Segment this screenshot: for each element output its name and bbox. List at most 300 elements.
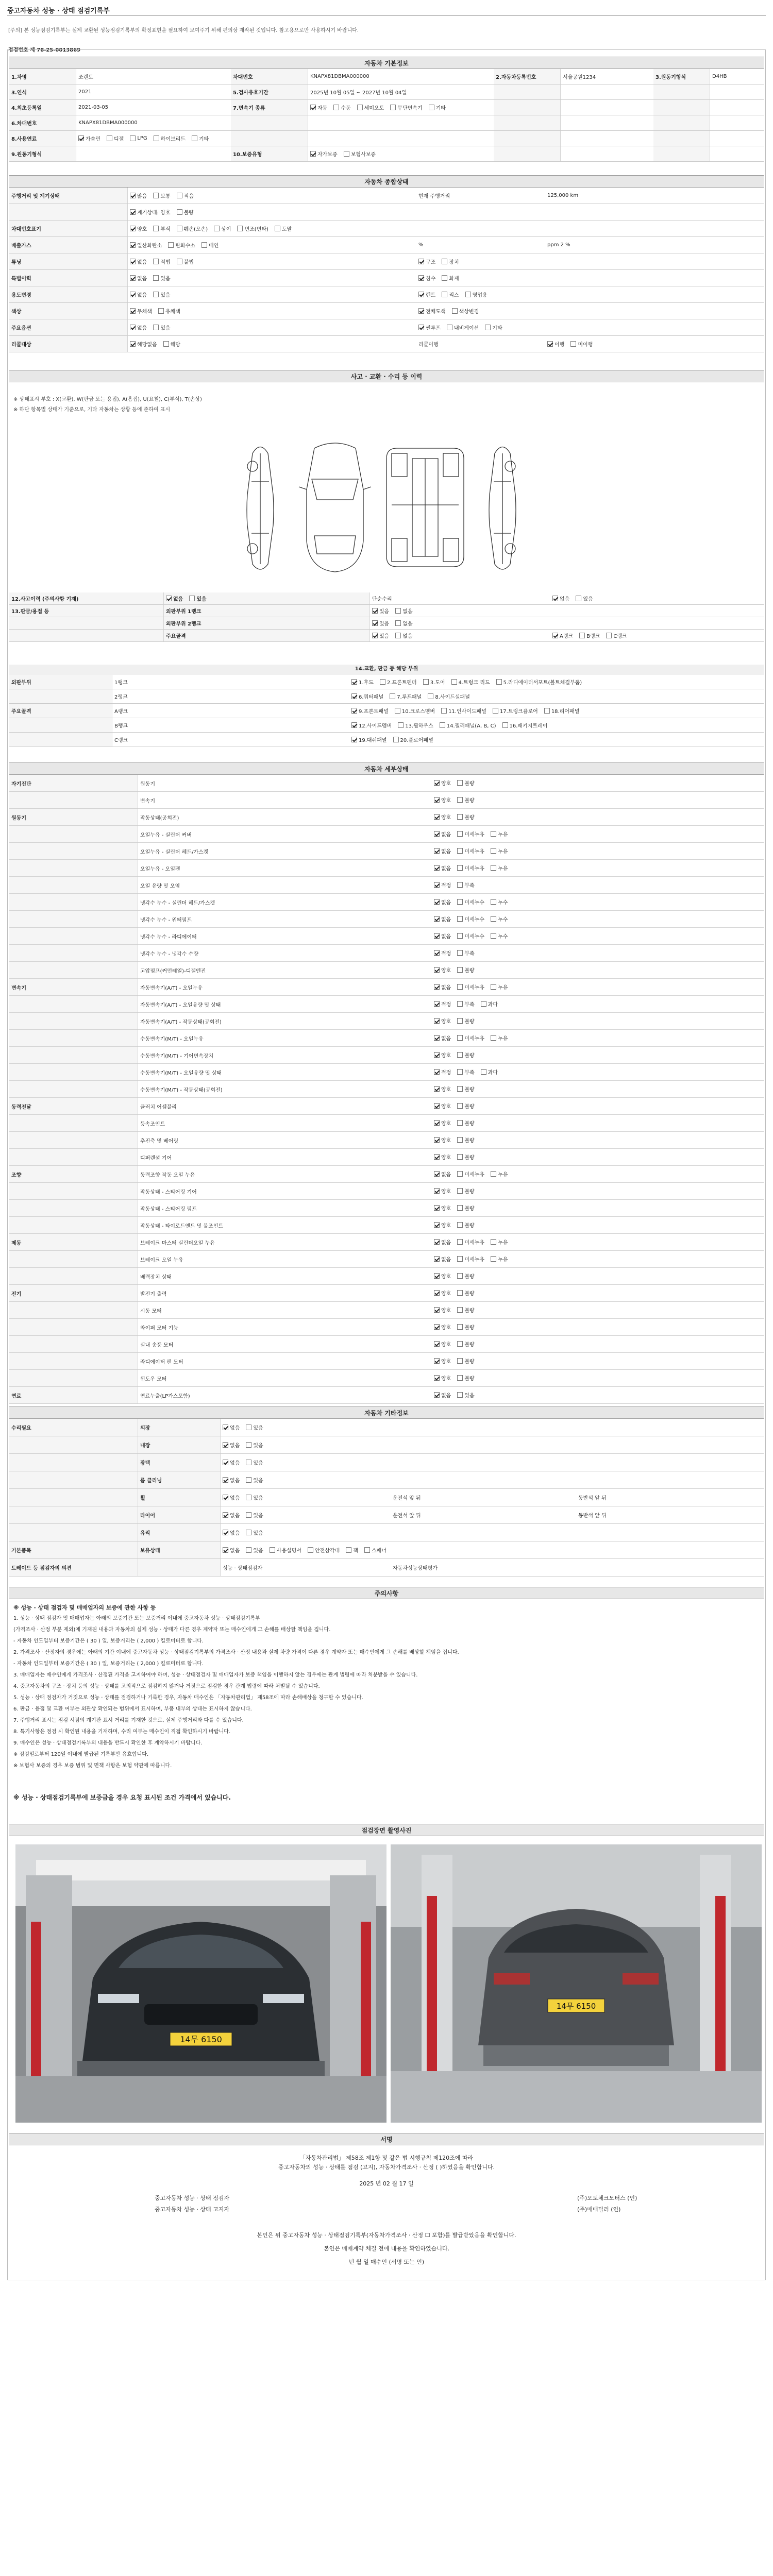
checkbox[interactable]: [223, 1495, 228, 1500]
option[interactable]: [552, 595, 569, 602]
option[interactable]: [457, 1306, 474, 1314]
option[interactable]: [237, 225, 268, 232]
checkbox[interactable]: [434, 797, 440, 803]
checkbox[interactable]: [130, 308, 136, 314]
option[interactable]: [246, 1441, 263, 1449]
checkbox[interactable]: [434, 1273, 440, 1279]
checkbox[interactable]: [434, 1375, 440, 1381]
option[interactable]: [485, 324, 502, 331]
option[interactable]: [107, 134, 124, 142]
checkbox[interactable]: [442, 292, 447, 297]
option[interactable]: [440, 721, 496, 729]
option[interactable]: [576, 595, 593, 602]
checkbox[interactable]: [246, 1460, 251, 1465]
checkbox[interactable]: [434, 865, 440, 871]
option[interactable]: [418, 258, 435, 265]
checkbox[interactable]: [158, 308, 164, 314]
checkbox[interactable]: [351, 693, 357, 699]
option[interactable]: [496, 678, 582, 686]
checkbox[interactable]: [177, 226, 182, 231]
checkbox[interactable]: [237, 226, 243, 231]
option[interactable]: [434, 949, 451, 957]
checkbox[interactable]: [434, 1307, 440, 1313]
option[interactable]: [223, 1441, 240, 1449]
checkbox[interactable]: [246, 1425, 251, 1430]
option[interactable]: [434, 1340, 451, 1348]
checkbox[interactable]: [395, 620, 401, 626]
checkbox[interactable]: [502, 722, 508, 728]
checkbox[interactable]: [130, 292, 136, 297]
option[interactable]: [434, 1000, 451, 1008]
option[interactable]: [380, 678, 417, 686]
option[interactable]: [457, 1017, 474, 1025]
checkbox[interactable]: [390, 105, 396, 110]
checkbox[interactable]: [434, 967, 440, 973]
option[interactable]: [457, 1170, 484, 1178]
checkbox[interactable]: [457, 1239, 463, 1245]
checkbox[interactable]: [223, 1512, 228, 1518]
checkbox[interactable]: [457, 1103, 463, 1109]
checkbox[interactable]: [351, 722, 357, 728]
option[interactable]: [246, 1529, 263, 1536]
option[interactable]: [481, 1000, 498, 1008]
checkbox[interactable]: [168, 242, 174, 248]
option[interactable]: [351, 692, 383, 700]
checkbox[interactable]: [491, 1171, 496, 1177]
option[interactable]: [418, 324, 441, 331]
option[interactable]: [154, 134, 186, 142]
option[interactable]: [457, 1255, 484, 1263]
checkbox[interactable]: [552, 633, 558, 638]
option[interactable]: [130, 208, 171, 216]
checkbox[interactable]: [457, 882, 463, 888]
option[interactable]: [491, 983, 508, 991]
checkbox[interactable]: [163, 341, 169, 347]
checkbox[interactable]: [457, 899, 463, 905]
option[interactable]: [434, 881, 451, 889]
checkbox[interactable]: [372, 620, 378, 626]
checkbox[interactable]: [491, 1239, 496, 1245]
option[interactable]: [434, 1051, 451, 1059]
option[interactable]: [457, 1119, 474, 1127]
option[interactable]: [457, 1068, 474, 1076]
option[interactable]: [434, 1238, 451, 1246]
checkbox[interactable]: [177, 209, 182, 215]
option[interactable]: [434, 796, 451, 804]
checkbox[interactable]: [457, 1205, 463, 1211]
option[interactable]: [457, 1051, 474, 1059]
checkbox[interactable]: [447, 325, 452, 330]
option[interactable]: [372, 619, 389, 627]
checkbox[interactable]: [457, 1086, 463, 1092]
option[interactable]: [158, 307, 180, 315]
option[interactable]: [434, 813, 451, 821]
checkbox[interactable]: [434, 1205, 440, 1211]
option[interactable]: [434, 1357, 451, 1365]
checkbox[interactable]: [372, 633, 378, 638]
option[interactable]: [214, 225, 231, 232]
option[interactable]: [153, 274, 170, 282]
option[interactable]: [434, 1221, 451, 1229]
checkbox[interactable]: [130, 242, 136, 248]
checkbox[interactable]: [457, 1035, 463, 1041]
option[interactable]: [351, 721, 392, 729]
checkbox[interactable]: [130, 259, 136, 264]
checkbox[interactable]: [130, 341, 136, 347]
checkbox[interactable]: [457, 1069, 463, 1075]
checkbox[interactable]: [418, 325, 424, 330]
checkbox[interactable]: [177, 259, 182, 264]
checkbox[interactable]: [351, 708, 357, 714]
option[interactable]: [153, 324, 170, 331]
checkbox[interactable]: [418, 275, 424, 281]
option[interactable]: [491, 932, 508, 940]
checkbox[interactable]: [434, 1256, 440, 1262]
option[interactable]: [457, 1153, 474, 1161]
option[interactable]: [153, 192, 170, 199]
option[interactable]: [491, 898, 508, 906]
checkbox[interactable]: [606, 633, 612, 638]
checkbox[interactable]: [491, 1256, 496, 1262]
option[interactable]: [434, 1391, 451, 1399]
checkbox[interactable]: [428, 693, 433, 699]
option[interactable]: [434, 1085, 451, 1093]
option[interactable]: [457, 796, 474, 804]
option[interactable]: [457, 779, 474, 787]
checkbox[interactable]: [457, 865, 463, 871]
option[interactable]: [570, 340, 593, 348]
option[interactable]: [357, 104, 384, 111]
option[interactable]: [223, 1423, 240, 1431]
option[interactable]: [493, 707, 538, 715]
option[interactable]: [434, 1255, 451, 1263]
checkbox[interactable]: [434, 1341, 440, 1347]
checkbox[interactable]: [214, 226, 220, 231]
checkbox[interactable]: [457, 1018, 463, 1024]
checkbox[interactable]: [275, 226, 280, 231]
checkbox[interactable]: [429, 105, 434, 110]
option[interactable]: [434, 1102, 451, 1110]
option[interactable]: [395, 607, 412, 615]
option[interactable]: [457, 830, 484, 838]
checkbox[interactable]: [223, 1477, 228, 1483]
checkbox[interactable]: [153, 259, 159, 264]
option[interactable]: [364, 1546, 386, 1554]
checkbox[interactable]: [457, 797, 463, 803]
checkbox[interactable]: [442, 259, 447, 264]
option[interactable]: [491, 1034, 508, 1042]
option[interactable]: [442, 291, 459, 298]
option[interactable]: [189, 595, 206, 602]
option[interactable]: [130, 192, 147, 199]
option[interactable]: [434, 1204, 451, 1212]
option[interactable]: [552, 632, 573, 639]
option[interactable]: [166, 595, 183, 602]
checkbox[interactable]: [457, 1324, 463, 1330]
checkbox[interactable]: [434, 848, 440, 854]
checkbox[interactable]: [395, 633, 401, 638]
checkbox[interactable]: [351, 737, 357, 742]
option[interactable]: [130, 274, 147, 282]
checkbox[interactable]: [177, 193, 182, 198]
checkbox[interactable]: [308, 1547, 313, 1553]
checkbox[interactable]: [107, 135, 112, 141]
checkbox[interactable]: [153, 193, 159, 198]
checkbox[interactable]: [457, 933, 463, 939]
checkbox[interactable]: [457, 1120, 463, 1126]
option[interactable]: [491, 1170, 508, 1178]
checkbox[interactable]: [457, 814, 463, 820]
checkbox[interactable]: [451, 679, 457, 685]
checkbox[interactable]: [457, 1392, 463, 1398]
option[interactable]: [457, 983, 484, 991]
option[interactable]: [223, 1546, 240, 1554]
checkbox[interactable]: [457, 967, 463, 973]
checkbox[interactable]: [465, 292, 471, 297]
option[interactable]: [393, 736, 433, 743]
checkbox[interactable]: [346, 1547, 351, 1553]
option[interactable]: [434, 864, 451, 872]
option[interactable]: [153, 258, 170, 265]
option[interactable]: [423, 678, 445, 686]
option[interactable]: [246, 1546, 263, 1554]
option[interactable]: [457, 1357, 474, 1365]
option[interactable]: [457, 813, 474, 821]
checkbox[interactable]: [380, 679, 385, 685]
option[interactable]: [451, 678, 490, 686]
option[interactable]: [434, 779, 451, 787]
checkbox[interactable]: [393, 737, 399, 742]
option[interactable]: [177, 192, 194, 199]
checkbox[interactable]: [457, 1222, 463, 1228]
checkbox[interactable]: [434, 1018, 440, 1024]
checkbox[interactable]: [434, 1222, 440, 1228]
checkbox[interactable]: [201, 242, 207, 248]
option[interactable]: [351, 707, 389, 715]
option[interactable]: [310, 150, 338, 158]
option[interactable]: [395, 707, 435, 715]
option[interactable]: [177, 258, 194, 265]
checkbox[interactable]: [423, 679, 429, 685]
checkbox[interactable]: [491, 865, 496, 871]
checkbox[interactable]: [434, 1137, 440, 1143]
option[interactable]: [452, 307, 479, 315]
option[interactable]: [153, 291, 170, 298]
option[interactable]: [457, 1323, 474, 1331]
option[interactable]: [457, 915, 484, 923]
option[interactable]: [372, 632, 389, 639]
checkbox[interactable]: [364, 1547, 370, 1553]
checkbox[interactable]: [544, 708, 550, 714]
option[interactable]: [434, 983, 451, 991]
checkbox[interactable]: [457, 831, 463, 837]
option[interactable]: [246, 1511, 263, 1519]
option[interactable]: [457, 949, 474, 957]
checkbox[interactable]: [434, 916, 440, 922]
option[interactable]: [457, 1000, 474, 1008]
checkbox[interactable]: [310, 151, 316, 157]
option[interactable]: [223, 1529, 240, 1536]
option[interactable]: [168, 241, 195, 249]
option[interactable]: [442, 258, 459, 265]
checkbox[interactable]: [153, 325, 159, 330]
option[interactable]: [491, 847, 508, 855]
checkbox[interactable]: [457, 1273, 463, 1279]
option[interactable]: [346, 1546, 358, 1554]
option[interactable]: [457, 1289, 474, 1297]
option[interactable]: [457, 1085, 474, 1093]
checkbox[interactable]: [223, 1442, 228, 1448]
option[interactable]: [390, 104, 422, 111]
checkbox[interactable]: [434, 1154, 440, 1160]
option[interactable]: [130, 291, 147, 298]
checkbox[interactable]: [344, 151, 349, 157]
checkbox[interactable]: [491, 1035, 496, 1041]
option[interactable]: [246, 1494, 263, 1501]
option[interactable]: [428, 692, 470, 700]
option[interactable]: [434, 1170, 451, 1178]
option[interactable]: [457, 898, 484, 906]
checkbox[interactable]: [491, 899, 496, 905]
checkbox[interactable]: [223, 1547, 228, 1553]
checkbox[interactable]: [441, 708, 447, 714]
checkbox[interactable]: [333, 105, 339, 110]
checkbox[interactable]: [130, 209, 136, 215]
checkbox[interactable]: [491, 916, 496, 922]
checkbox[interactable]: [457, 1307, 463, 1313]
checkbox[interactable]: [457, 1290, 463, 1296]
option[interactable]: [457, 1102, 474, 1110]
option[interactable]: [192, 134, 209, 142]
checkbox[interactable]: [192, 135, 197, 141]
checkbox[interactable]: [442, 275, 447, 281]
option[interactable]: [491, 1255, 508, 1263]
checkbox[interactable]: [130, 135, 136, 141]
checkbox[interactable]: [395, 708, 400, 714]
option[interactable]: [434, 1068, 451, 1076]
checkbox[interactable]: [434, 1086, 440, 1092]
option[interactable]: [434, 1272, 451, 1280]
checkbox[interactable]: [457, 1375, 463, 1381]
option[interactable]: [395, 632, 412, 639]
option[interactable]: [246, 1459, 263, 1466]
checkbox[interactable]: [491, 848, 496, 854]
checkbox[interactable]: [78, 135, 84, 141]
option[interactable]: [429, 104, 446, 111]
option[interactable]: [491, 864, 508, 872]
checkbox[interactable]: [457, 1256, 463, 1262]
checkbox[interactable]: [418, 259, 424, 264]
option[interactable]: [130, 324, 147, 331]
checkbox[interactable]: [154, 135, 159, 141]
option[interactable]: [457, 1034, 484, 1042]
checkbox[interactable]: [434, 984, 440, 990]
option[interactable]: [223, 1476, 240, 1484]
checkbox[interactable]: [457, 1001, 463, 1007]
option[interactable]: [457, 1272, 474, 1280]
checkbox[interactable]: [493, 708, 498, 714]
option[interactable]: [481, 1068, 498, 1076]
option[interactable]: [491, 1238, 508, 1246]
option[interactable]: [457, 1136, 474, 1144]
option[interactable]: [223, 1494, 240, 1501]
option[interactable]: [434, 1323, 451, 1331]
checkbox[interactable]: [166, 596, 172, 601]
checkbox[interactable]: [434, 1392, 440, 1398]
checkbox[interactable]: [246, 1547, 251, 1553]
option[interactable]: [457, 1187, 474, 1195]
checkbox[interactable]: [491, 831, 496, 837]
checkbox[interactable]: [434, 1171, 440, 1177]
option[interactable]: [457, 864, 484, 872]
checkbox[interactable]: [434, 933, 440, 939]
option[interactable]: [457, 932, 484, 940]
option[interactable]: [457, 1391, 474, 1399]
checkbox[interactable]: [452, 308, 458, 314]
checkbox[interactable]: [457, 1341, 463, 1347]
checkbox[interactable]: [398, 722, 404, 728]
option[interactable]: [434, 1289, 451, 1297]
option[interactable]: [434, 1306, 451, 1314]
option[interactable]: [223, 1511, 240, 1519]
checkbox[interactable]: [434, 882, 440, 888]
checkbox[interactable]: [418, 292, 424, 297]
checkbox[interactable]: [440, 722, 445, 728]
checkbox[interactable]: [246, 1442, 251, 1448]
option[interactable]: [223, 1459, 240, 1466]
option[interactable]: [177, 225, 208, 232]
option[interactable]: [457, 1204, 474, 1212]
option[interactable]: [579, 632, 600, 639]
option[interactable]: [434, 966, 451, 974]
option[interactable]: [434, 1153, 451, 1161]
checkbox[interactable]: [130, 193, 136, 198]
option[interactable]: [434, 1187, 451, 1195]
option[interactable]: [398, 721, 433, 729]
checkbox[interactable]: [491, 933, 496, 939]
option[interactable]: [434, 915, 451, 923]
option[interactable]: [491, 915, 508, 923]
option[interactable]: [78, 134, 100, 142]
checkbox[interactable]: [246, 1530, 251, 1535]
option[interactable]: [457, 881, 474, 889]
checkbox[interactable]: [481, 1069, 486, 1075]
option[interactable]: [491, 830, 508, 838]
checkbox[interactable]: [153, 275, 159, 281]
checkbox[interactable]: [434, 1035, 440, 1041]
checkbox[interactable]: [457, 1188, 463, 1194]
checkbox[interactable]: [223, 1530, 228, 1535]
option[interactable]: [395, 619, 412, 627]
option[interactable]: [434, 1034, 451, 1042]
option[interactable]: [457, 966, 474, 974]
checkbox[interactable]: [246, 1495, 251, 1500]
option[interactable]: [418, 291, 435, 298]
checkbox[interactable]: [153, 226, 159, 231]
option[interactable]: [465, 291, 488, 298]
checkbox[interactable]: [491, 984, 496, 990]
option[interactable]: [434, 830, 451, 838]
checkbox[interactable]: [357, 105, 363, 110]
option[interactable]: [177, 208, 194, 216]
option[interactable]: [442, 274, 459, 282]
checkbox[interactable]: [434, 1120, 440, 1126]
option[interactable]: [246, 1423, 263, 1431]
option[interactable]: [547, 340, 564, 348]
checkbox[interactable]: [130, 226, 136, 231]
option[interactable]: [130, 307, 152, 315]
checkbox[interactable]: [310, 105, 316, 110]
